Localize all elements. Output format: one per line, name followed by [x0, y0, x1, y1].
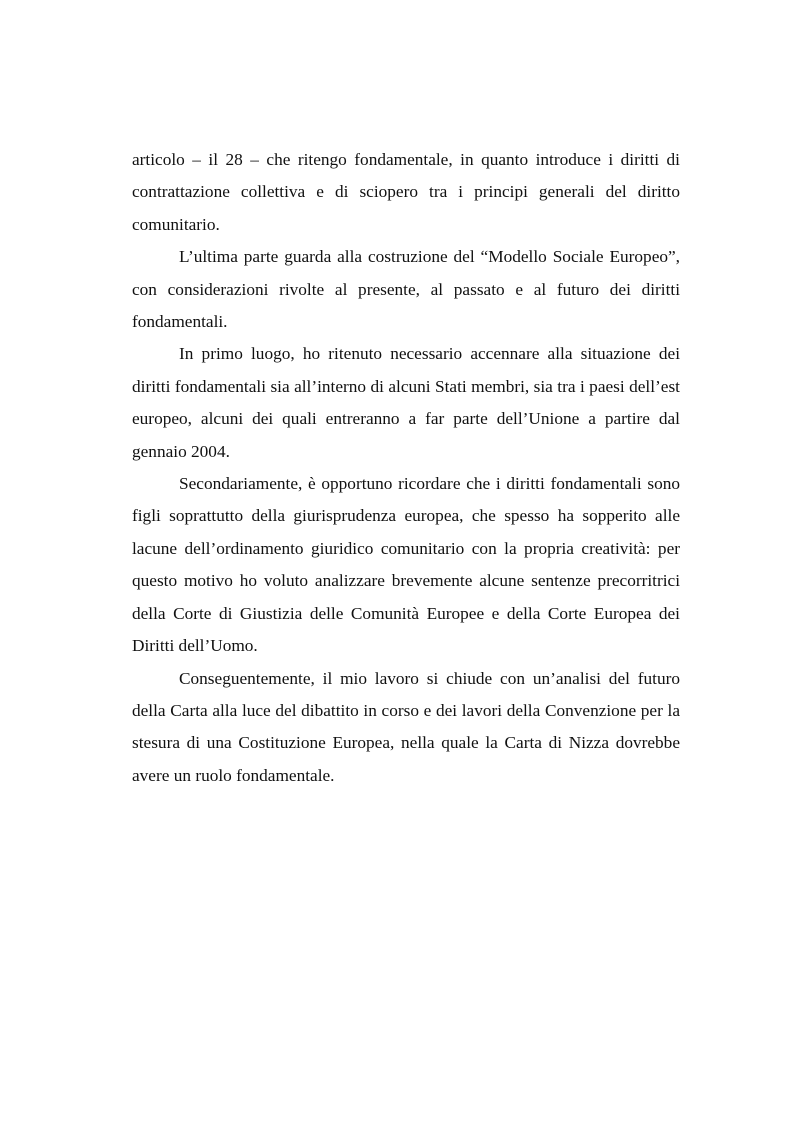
document-body	[132, 144, 680, 792]
paragraph-4: Secondariamente, è opportuno ricordare che i diritti fondamentali sono figli soprattutto della giurisprudenza europea, che spesso ha sopperito alle lacune dell’ordinamento giuridico comunitario con la propria creatività: per questo motivo ho voluto analizzare brevemente alcune sentenze precorritrici della Corte di Giustizia delle Comunità Europee e della Corte Europea dei Diritti dell’Uomo.	[132, 474, 680, 656]
paragraph-5: Conseguentemente, il mio lavoro si chiude con un’analisi del futuro della Carta alla luce del dibattito in corso e dei lavori della Convenzione per la stesura di una Costituzione Europea, nella quale la Carta di Nizza dovrebbe avere un ruolo fondamentale.	[132, 668, 680, 785]
paragraph-2: L’ultima parte guarda alla costruzione del “Modello Sociale Europeo”, con considerazioni rivolte al presente, al passato e al futuro dei diritti fondamentali.	[132, 247, 680, 332]
paragraph-1: articolo – il 28 – che ritengo fondamentale, in quanto introduce i diritti di contrattazione collettiva e di sciopero tra i principi generali del diritto comunitario.	[132, 150, 680, 234]
paragraph-3: In primo luogo, ho ritenuto necessario accennare alla situazione dei diritti fondamentali sia all’interno di alcuni Stati membri, sia tra i paesi dell’est europeo, alcuni dei quali entreranno a far parte dell’Unione a partire dal gennaio 2004.	[132, 344, 680, 461]
